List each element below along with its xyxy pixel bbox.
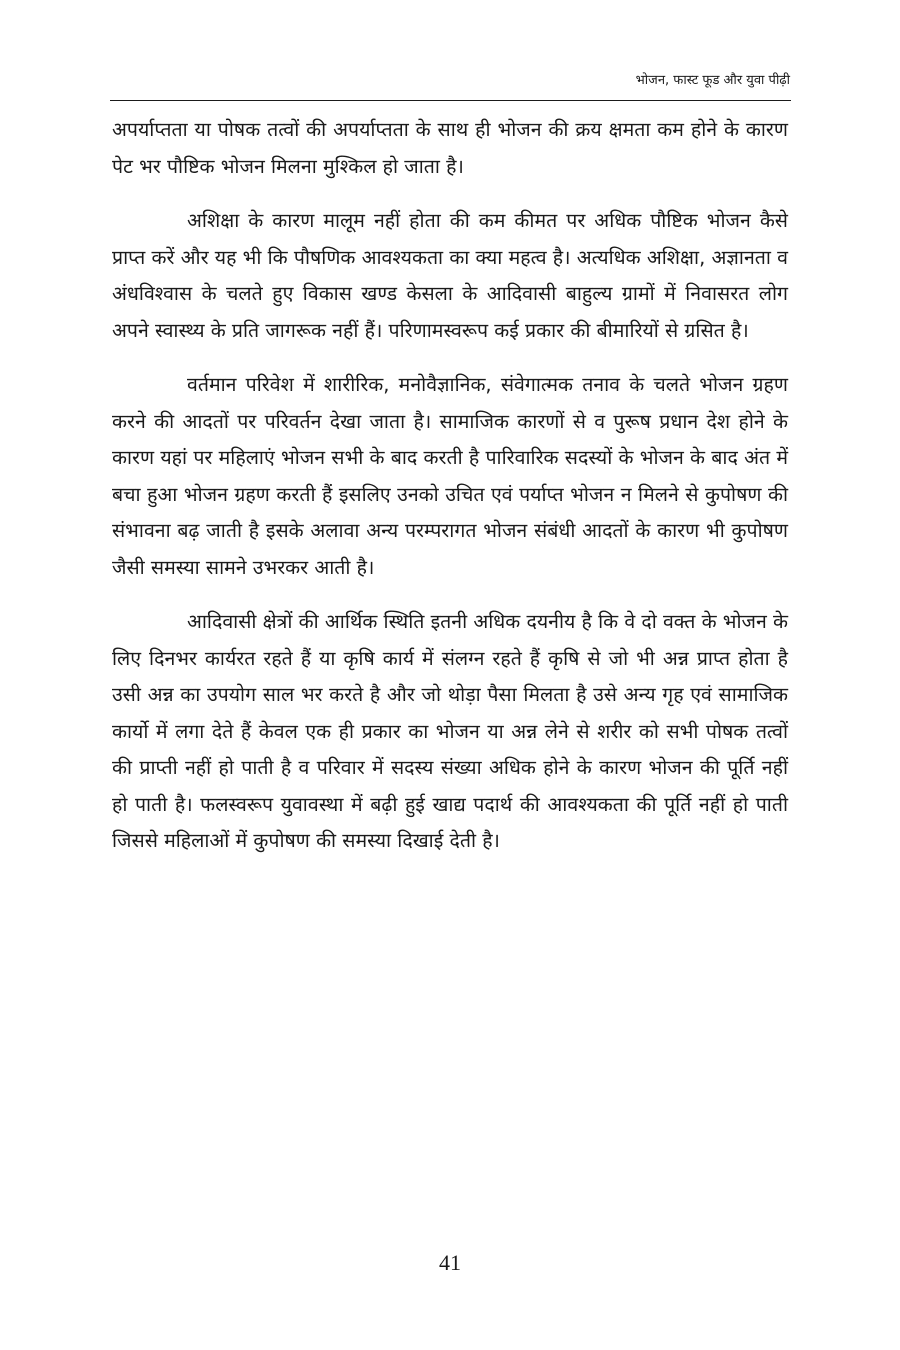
page-number: 41 (439, 1250, 461, 1275)
paragraph-3: वर्तमान परिवेश में शारीरिक, मनोवैज्ञानिक, संवेगात्मक तनाव के चलते भोजन ग्रहण करने की आदतों पर परिवर्तन देखा जाता है। सामाजिक कारणों से व पुरूष प्रधान देश होने के कारण यहां पर महिलाएं भोजन सभी के बाद करती है पारिवारिक सदस्यों के भोजन के बाद अंत में बचा हुआ भोजन ग्रहण करती हैं इसलिए उनको उचित एवं पर्याप्त भोजन न मिलने से कुपोषण की संभावना बढ़ जाती है इसके अलावा अन्य परम्परागत भोजन संबंधी आदतों के कारण भी कुपोषण जैसी समस्या सामने उभरकर आती है। (112, 373, 788, 579)
paragraph-2: अशिक्षा के कारण मालूम नहीं होता की कम कीमत पर अधिक पौष्टिक भोजन कैसे प्राप्त करें और यह भी कि पौषणिक आवश्यकता का क्या महत्व है। अत्यधिक अशिक्षा, अज्ञानता व अंधविश्वास के चलते हुए विकास खण्ड केसला के आदिवासी बाहुल्य ग्रामों में निवासरत लोग अपने स्वास्थ्य के प्रति जागरूक नहीं हैं। परिणामस्वरूप कई प्रकार की बीमारियों से ग्रसित है। (112, 209, 788, 342)
body-text (112, 112, 788, 878)
running-header: भोजन, फास्ट फूड और युवा पीढ़ी (635, 73, 790, 88)
paragraph-4: आदिवासी क्षेत्रों की आर्थिक स्थिति इतनी अधिक दयनीय है कि वे दो वक्त के भोजन के लिए दिनभर कार्यरत रहते हैं या कृषि कार्य में संलग्न रहते हैं कृषि से जो भी अन्न प्राप्त होता है उसी अन्न का उपयोग साल भर करते है और जो थोड़ा पैसा मिलता है उसे अन्य गृह एवं सामाजिक कार्यो में लगा देते हैं केवल एक ही प्रकार का भोजन या अन्न लेने से शरीर को सभी पोषक तत्वों की प्राप्ती नहीं हो पाती है व परिवार में सदस्य संख्या अधिक होने के कारण भोजन की पूर्ति नहीं हो पाती है। फलस्वरूप युवावस्था में बढ़ी हुई खाद्य पदार्थ की आवश्यकता की पूर्ति नहीं हो पाती जिससे महिलाओं में कुपोषण की समस्या दिखाई देती है। (112, 610, 788, 852)
header-divider (110, 100, 791, 101)
paragraph-1: अपर्याप्तता या पोषक तत्वों की अपर्याप्तता के साथ ही भोजन की क्रय क्षमता कम होने के कारण पेट भर पौष्टिक भोजन मिलना मुश्किल हो जाता है। (112, 118, 788, 178)
